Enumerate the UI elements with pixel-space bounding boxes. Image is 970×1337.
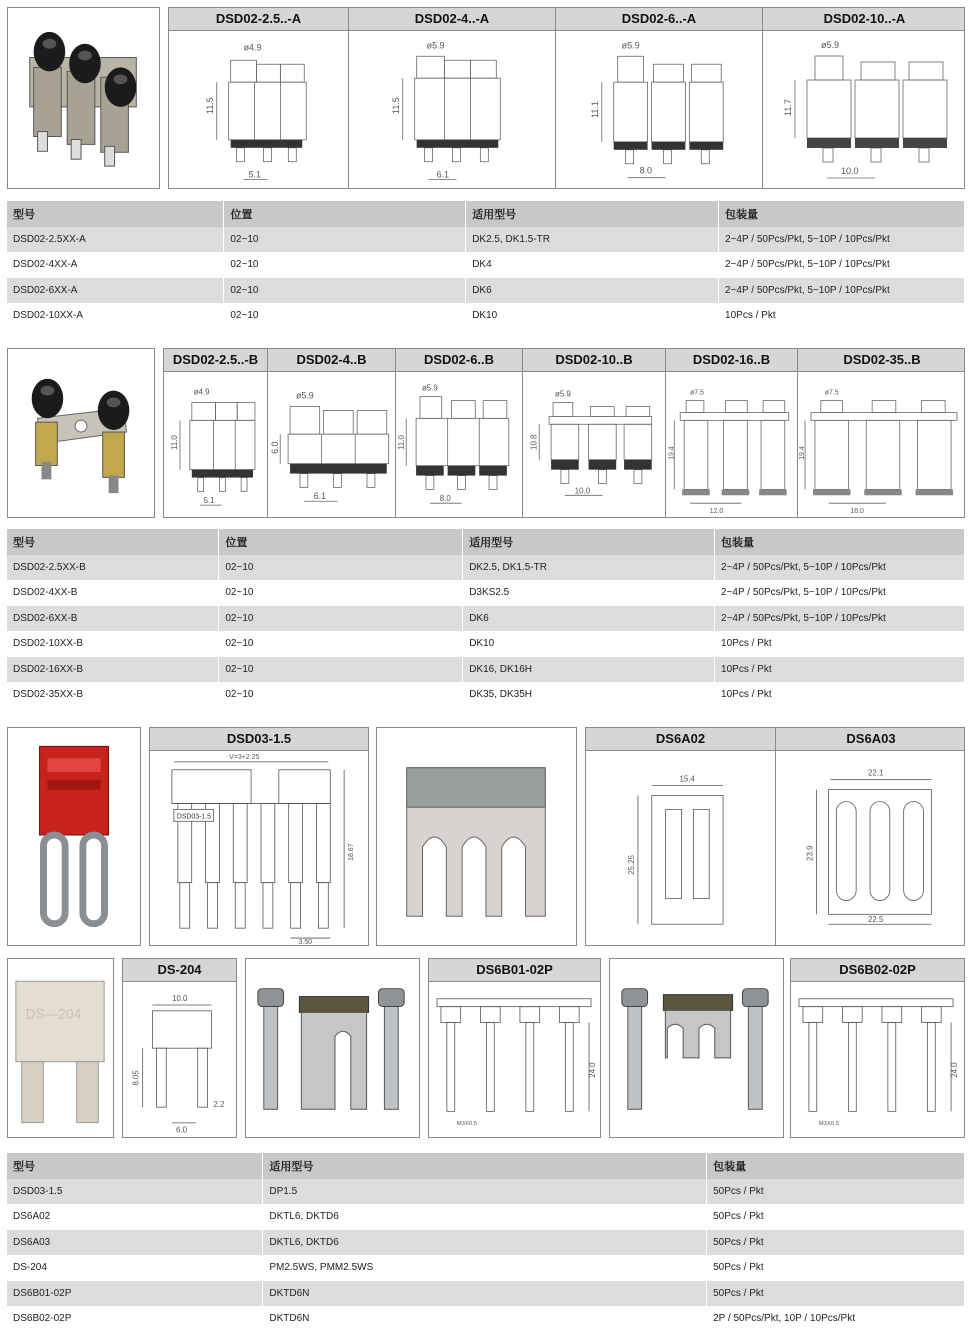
dim-b-4-width: ø5.9 <box>555 389 571 399</box>
table-section-a <box>7 201 965 329</box>
dim-b-5-pitch: 12.0 <box>709 508 724 516</box>
drawing-cell-ds6a02 <box>586 728 776 945</box>
drawing-cell-b-5 <box>666 349 798 517</box>
table-row: DSD02-2.5XX-B 02~10 DK2.5, DK1.5-TR 2~4P / 50Pcs/Pkt, 5~10P / 10Pcs/Pkt <box>7 555 965 581</box>
table-row: DSD03-1.5 DP1.5 50Pcs / Pkt <box>7 1179 965 1205</box>
table-row: DS6B01-02P DKTD6N 50Pcs / Pkt <box>7 1281 965 1307</box>
table-row: DSD02-6XX-A 02~10 DK6 2~4P / 50Pcs/Pkt, 5~10P / 10Pcs/Pkt <box>7 278 965 304</box>
table-row: DSD02-10XX-B 02~10 DK10 10Pcs / Pkt <box>7 631 965 657</box>
panel-ds6b02-drawing <box>790 958 965 1138</box>
drawing-strip-b <box>163 348 965 518</box>
dim-b-1-width: ø4.9 <box>193 387 210 397</box>
panel-ds6b01-drawing <box>428 958 601 1138</box>
table-row: DSD02-35XX-B 02~10 DK35, DK35H 10Pcs / Pkt <box>7 682 965 708</box>
drawing-a-3 <box>556 30 762 188</box>
drawing-ds6a02 <box>586 750 775 945</box>
header-ds6b02-02p: DS6B02-02P <box>791 959 964 982</box>
table-row: DSD02-2.5XX-A 02~10 DK2.5, DK1.5-TR 2~4P / 50Pcs/Pkt, 5~10P / 10Pcs/Pkt <box>7 227 965 253</box>
col-header-model: 型号 <box>7 529 219 555</box>
dim-a-1-pitch: 5.1 <box>248 169 261 180</box>
col-header-compatible: 适用型号 <box>263 1153 707 1179</box>
drawing-cell-b-6 <box>798 349 965 517</box>
dim-dsd03-top: V=3+2.25 <box>229 753 260 761</box>
header-dsd02-10-b: DSD02-10..B <box>523 349 665 372</box>
dim-b-3-width: ø5.9 <box>422 383 438 393</box>
drawing-b-4 <box>523 371 665 517</box>
dim-b-5-height: 19.4 <box>668 446 676 460</box>
dim-a-4-width: ø5.9 <box>821 40 840 50</box>
header-ds-204: DS-204 <box>123 959 236 982</box>
dim-a-1-width: ø4.9 <box>243 42 262 53</box>
dim-ds204-height: 8.05 <box>131 1070 141 1086</box>
drawing-cell-a-4 <box>763 8 965 188</box>
table-row: DSD02-4XX-A 02~10 DK4 2~4P / 50Pcs/Pkt, 5~10P / 10Pcs/Pkt <box>7 252 965 278</box>
dim-a-2-pitch: 6.1 <box>436 169 450 180</box>
dim-b-3-height: 11.0 <box>397 435 407 450</box>
jumper-b-image <box>8 349 154 517</box>
dim-ds6a03-height: 23.9 <box>805 845 815 861</box>
ds6a-bridge-image <box>377 728 576 945</box>
dim-b-2-height: 6.0 <box>270 441 281 454</box>
col-header-model: 型号 <box>7 1153 263 1179</box>
header-ds6a03: DS6A03 <box>776 728 965 751</box>
table-row: DSD02-6XX-B 02~10 DK6 2~4P / 50Pcs/Pkt, 5~10P / 10Pcs/Pkt <box>7 606 965 632</box>
ds204-photo-text: DS—204 <box>25 1006 82 1022</box>
drawing-cell-b-3 <box>396 349 523 517</box>
drawing-b-3 <box>396 371 522 517</box>
drawing-b-1 <box>164 371 267 517</box>
table-section-b <box>7 529 965 708</box>
photo-dsd02-b <box>7 348 155 518</box>
photo-ds6a <box>376 727 577 946</box>
dim-b-1-height: 11.0 <box>170 435 180 450</box>
dim-ds204-thickness: 2.2 <box>213 1100 225 1110</box>
drawing-b-2 <box>268 371 395 517</box>
panel-ds204-drawing <box>122 958 237 1138</box>
drawing-a-2 <box>349 30 555 188</box>
dim-ds6a03-bottom-width: 22.5 <box>868 915 884 925</box>
dim-b-4-height: 10.8 <box>529 434 539 450</box>
dsd03-red-jumper-image <box>8 728 140 945</box>
dim-a-4-pitch: 10.0 <box>841 166 859 176</box>
table-row: DS6A02 DKTL6, DKTD6 50Pcs / Pkt <box>7 1204 965 1230</box>
panel-ds6a-drawings <box>585 727 965 946</box>
drawing-ds6b01 <box>429 981 600 1137</box>
drawing-cell-a-2 <box>349 8 556 188</box>
dim-a-3-height: 11.1 <box>589 101 600 118</box>
dim-ds6a02-width: 15.4 <box>679 774 695 784</box>
header-dsd02-6-b: DSD02-6..B <box>396 349 522 372</box>
ds6b02-image <box>610 959 783 1137</box>
col-header-packing: 包装量 <box>719 201 965 227</box>
photo-ds6b01 <box>245 958 420 1138</box>
drawing-cell-b-1 <box>164 349 268 517</box>
dim-b-3-pitch: 8.0 <box>439 494 451 504</box>
dim-ds204-pitch: 6.0 <box>176 1125 187 1135</box>
table-row: DSD02-10XX-A 02~10 DK10 10Pcs / Pkt <box>7 303 965 329</box>
dim-a-2-height: 11.5 <box>390 97 401 114</box>
dim-b-4-pitch: 10.0 <box>574 486 591 496</box>
dim-a-2-width: ø5.9 <box>426 40 445 51</box>
header-dsd02-35-b: DSD02-35..B <box>798 349 965 372</box>
dim-ds6a03-width: 22.1 <box>868 768 884 778</box>
drawing-strip-a <box>168 7 965 189</box>
drawing-ds6b02 <box>791 981 964 1137</box>
drawing-cell-a-1 <box>169 8 349 188</box>
col-header-packing: 包装量 <box>707 1153 965 1179</box>
photo-ds6b02 <box>609 958 784 1138</box>
dim-b-2-pitch: 6.1 <box>313 491 327 502</box>
panel-dsd03-drawing <box>149 727 369 946</box>
drawing-b-6 <box>798 371 965 517</box>
drawing-a-1 <box>169 30 348 188</box>
header-dsd02-6-a: DSD02-6..-A <box>556 8 762 31</box>
dim-b-6-pitch: 16.0 <box>850 508 864 516</box>
dim-b-6-height: 19.4 <box>799 446 807 460</box>
dim-ds6b02-screw: M3X0.5 <box>818 1121 840 1128</box>
table-row: DS6A03 DKTL6, DKTD6 50Pcs / Pkt <box>7 1230 965 1256</box>
dim-ds6a02-height: 25.25 <box>626 854 636 875</box>
header-dsd02-4-b: DSD02-4..B <box>268 349 395 372</box>
header-dsd02-10-a: DSD02-10..-A <box>763 8 965 31</box>
col-header-position: 位置 <box>224 201 466 227</box>
drawing-cell-b-2 <box>268 349 396 517</box>
photo-dsd02-a <box>7 7 160 189</box>
dsd03-label-tag: DSD03-1.5 <box>176 813 212 821</box>
photo-dsd03 <box>7 727 141 946</box>
table-row: DSD02-16XX-B 02~10 DK16, DK16H 10Pcs / Pkt <box>7 657 965 683</box>
col-header-position: 位置 <box>219 529 463 555</box>
col-header-compatible: 适用型号 <box>463 529 715 555</box>
table-row: DS-204 PM2.5WS, PMM2.5WS 50Pcs / Pkt <box>7 1255 965 1281</box>
drawing-a-4 <box>763 30 965 188</box>
dim-ds6b01-height: 24.0 <box>587 1062 597 1078</box>
ds6b01-image <box>246 959 419 1137</box>
dim-dsd03-height: 18.67 <box>348 843 356 861</box>
drawing-dsd03 <box>150 750 368 945</box>
dim-ds6b02-height: 24.0 <box>949 1062 959 1078</box>
dim-b-5-width: ø7.5 <box>690 389 704 397</box>
dim-a-3-pitch: 8.0 <box>639 165 653 176</box>
dim-a-4-height: 11.7 <box>783 99 793 116</box>
dim-a-1-height: 11.5 <box>204 97 215 114</box>
header-dsd02-2-5-b: DSD02-2.5..-B <box>164 349 267 372</box>
dim-b-2-width: ø5.9 <box>295 390 314 401</box>
table-row: DS6B02-02P DKTD6N 2P / 50Pcs/Pkt, 10P / 10Pcs/Pkt <box>7 1306 965 1332</box>
dim-b-1-pitch: 5.1 <box>203 496 215 506</box>
header-ds6a02: DS6A02 <box>586 728 775 751</box>
table-section-e <box>7 1153 965 1332</box>
dim-ds204-width: 10.0 <box>172 994 188 1004</box>
drawing-cell-b-4 <box>523 349 666 517</box>
jumper-a-image <box>8 8 159 188</box>
col-header-packing: 包装量 <box>715 529 965 555</box>
photo-ds204 <box>7 958 114 1138</box>
header-dsd02-2-5-a: DSD02-2.5..-A <box>169 8 348 31</box>
drawing-cell-a-3 <box>556 8 763 188</box>
drawing-ds204 <box>123 981 236 1137</box>
header-dsd02-16-b: DSD02-16..B <box>666 349 797 372</box>
dim-b-6-width: ø7.5 <box>824 389 839 397</box>
col-header-model: 型号 <box>7 201 224 227</box>
ds204-image <box>8 959 113 1137</box>
header-dsd02-4-a: DSD02-4..-A <box>349 8 555 31</box>
dim-dsd03-pitch: 3.50 <box>298 939 313 945</box>
header-ds6b01-02p: DS6B01-02P <box>429 959 600 982</box>
dim-a-3-width: ø5.9 <box>621 40 640 51</box>
table-row: DSD02-4XX-B 02~10 D3KS2.5 2~4P / 50Pcs/Pkt, 5~10P / 10Pcs/Pkt <box>7 580 965 606</box>
dim-ds6b01-screw: M3X0.5 <box>456 1121 478 1128</box>
drawing-ds6a03 <box>776 750 965 945</box>
header-dsd03-1-5: DSD03-1.5 <box>150 728 368 751</box>
drawing-b-5 <box>666 371 797 517</box>
col-header-compatible: 适用型号 <box>466 201 719 227</box>
drawing-cell-ds6a03 <box>776 728 965 945</box>
